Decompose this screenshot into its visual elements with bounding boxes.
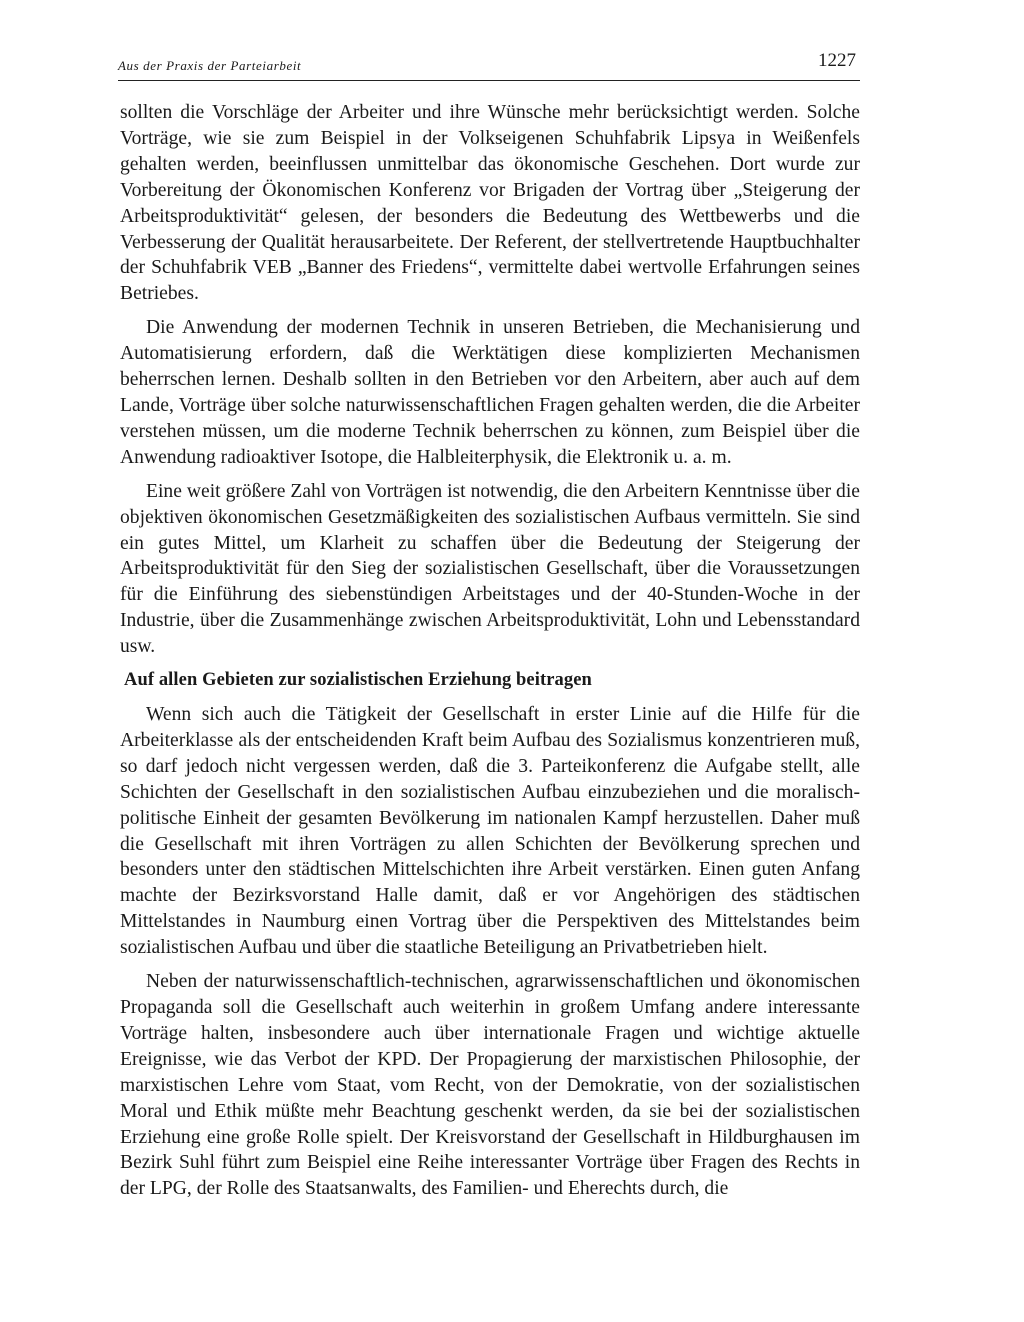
running-header <box>118 50 860 81</box>
paragraph: Neben der naturwissenschaftlich-technischen, agrarwissenschaftlichen und ökonomischen Propaganda soll die Gesellschaft auch weiterhin in großem Umfang andere interessante Vorträge halten, insbesondere auch über internationale Fragen und wichtige aktuelle Ereignisse, wie das Verbot der KPD. Der Propagierung der marxistischen Philosophie, der marxistischen Lehre vom Staat, vom Recht, von der Demokratie, von der sozialistischen Moral und Ethik müßte mehr Beachtung geschenkt werden, da sie bei der sozialistischen Erziehung eine große Rolle spielt. Der Kreisvorstand der Gesellschaft in Hildburghausen im Bezirk Suhl führt zum Beispiel eine Reihe interessanter Vorträge über Fragen des Rechts in der LPG, der Rolle des Staatsanwalts, des Familien- und Eherechts durch, die <box>120 971 860 1200</box>
paragraph: sollten die Vorschläge der Arbeiter und ihre Wünsche mehr berücksichtigt werden. Solche Vorträge, wie sie zum Beispiel in der Volkseigenen Schuhfabrik Lipsya in Weißenfels gehalten werden, beeinflussen unmittelbar das ökonomische Geschehen. Dort wurde zur Vorbereitung der Ökonomischen Konferenz vor Brigaden der Vortrag über „Steigerung der Arbeitsproduktivität“ gelesen, der besonders die Bedeutung des Wettbewerbs und die Verbesserung der Qualität herausarbeitete. Der Referent, der stellvertretende Hauptbuchhalter der Schuhfabrik VEB „Banner des Friedens“, vermittelte dabei wertvolle Erfahrungen seines Betriebes. <box>120 102 860 305</box>
paragraph: Wenn sich auch die Tätigkeit der Gesellschaft in erster Linie auf die Hilfe für die Arbeiterklasse als der entscheidenden Kraft beim Aufbau des Sozialismus konzentrieren muß, so darf jedoch nicht vergessen werden, daß die 3. Parteikonferenz die Aufgabe stellt, alle Schichten der Gesellschaft in den sozialistischen Aufbau einzubeziehen und die moralisch-politische Einheit der gesamten Bevölkerung im nationalen Kampf herzustellen. Daher muß die Gesellschaft mit ihren Vorträgen zu allen Schichten der Bevölkerung sprechen und besonders unter den städtischen Mittelschichten ihre Arbeit verstärken. Einen guten Anfang machte der Bezirksvorstand Halle damit, daß er vor Angehörigen des städtischen Mittelstandes in Naumburg einen Vortrag über die Perspektiven des Mittelstandes beim sozialistischen Aufbau und über die staatliche Beteiligung an Privatbetrieben hielt. <box>120 704 860 959</box>
paragraph: Die Anwendung der modernen Technik in unseren Betrieben, die Mechanisierung und Automatisierung erfordern, daß die Werktätigen diese komplizierten Mechanismen beherrschen lernen. Deshalb sollten in den Betrieben vor den Arbeitern, aber auch auf dem Lande, Vorträge über solche naturwissenschaftlichen Fragen gehalten werden, die die Arbeiter verstehen müssen, um die moderne Technik beherrschen zu können, zum Beispiel über die Anwendung radioaktiver Isotope, die Halbleiterphysik, die Elektronik u. a. m. <box>120 317 860 468</box>
page-number: 1227 <box>818 50 856 71</box>
body-text-bottom <box>120 702 860 1210</box>
running-title: Aus der Praxis der Parteiarbeit <box>118 58 302 73</box>
paragraph: Eine weit größere Zahl von Vorträgen ist notwendig, die den Arbeitern Kenntnisse über die objektiven ökonomischen Gesetzmäßigkeiten des sozialistischen Aufbaus vermitteln. Sie sind ein gutes Mittel, um Klarheit zu schaffen über die Bedeutung der Steigerung der Arbeitsproduktivität für den Sieg der sozialistischen Gesellschaft, über die Voraussetzungen für die Einführung des siebenstündigen Arbeitstages und der 40-Stunden-Woche in der Industrie, über die Zusammenhänge zwischen Arbeitsproduktivität, Lohn und Lebensstandard usw. <box>120 480 860 658</box>
section-heading: Auf allen Gebieten zur sozialistischen Erziehung beitragen <box>124 670 592 690</box>
body-text-top <box>120 100 860 668</box>
